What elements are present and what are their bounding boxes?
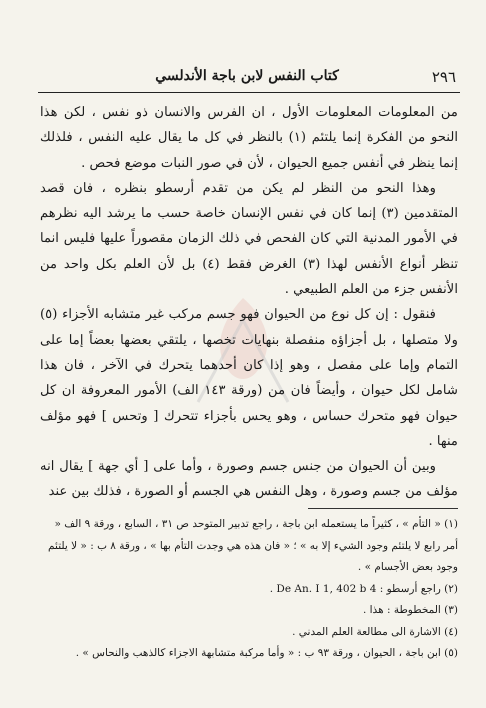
footnote: (١) « التأم » ، كثيراً ما يستعمله ابن باجة ، راجع تدبير المتوحد ص ٣١ ، السابع ، ورقة ٩ الف « أمر رابع لا يلتئم وجود الشيء إلا به » ؛ « فان هذه هي وجدت التأم بها » ، ورقة ٨ ب : « لا يلتئم وجود بعض الأجسام » .: [48, 518, 458, 573]
paragraph: وهذا النحو من النظر لم يكن من تقدم أرسطو بنظره ، فان قصد المتقدمين (٣) إنما كان في نفس الإنسان خاصة حسب ما يرشد اليه نظرهم في الأمور المدنية التي كان الفحص في ذلك الزمان مقصوراً عليها فليس انما تنظر أنواع الأنفس لهذا (٣) الغرض فقط (٤) بل لأن العلم بكل واحد من الأنفس جزء من العلم الطبيعي .: [40, 180, 458, 298]
main-text: [40, 100, 458, 505]
header-rule: [38, 92, 460, 93]
paragraph: فنقول : إن كل نوع من الحيوان فهو جسم مركب غير متشابه الأجزاء (٥) ولا متصلها ، بل أجزاؤه منفصلة بنهايات تخصها ، يلتقي بعضها بعضاً إما على التمام وإما على مفصل ، وهو إذا كان أحدهما يتحرك في الآخر ، فان هذا شامل لكل حيوان ، وأيضاً فان من (ورقة ١٤٣ الف) الأمور المعروفة ان كل حيوان فهو متحرك حساس ، وهو يحس بأجزاء تتحرك [ وتحس ] فهو مؤلف منها .: [40, 307, 458, 449]
page-number: ٢٩٦: [431, 68, 456, 86]
footnote: (٣) المخطوطة : هذا .: [362, 604, 458, 616]
paragraph: من المعلومات المعلومات الأول ، ان الفرس والانسان ذو نفس ، لكن هذا النحو من الفكرة إنما يلتئم (١) بالنظر في كل ما يقال عليه النفس ، فلذلك إنما ينظر في أنفس جميع الحيوان ، لأن في صور النبات موضع فحص .: [40, 105, 459, 171]
footnote: (٢) راجع أرسطو : De An. I 1, 402 b 4 .: [269, 582, 458, 595]
paragraph: وبين أن الحيوان من جنس جسم وصورة ، وأما على [ أي جهة ] يقال انه مؤلف من جسم وصورة ، وهل النفس هي الجسم أو الصورة ، فذلك بين عند: [40, 459, 458, 500]
footnote-rule: [308, 508, 458, 509]
page-header: [38, 68, 456, 90]
footnote: (٥) ابن باجة ، الحيوان ، ورقة ٩٣ ب : « وأما مركبة متشابهة الاجزاء كالذهب والنحاس » .: [75, 647, 458, 659]
running-title: كتاب النفس لابن باجة الأندلسي: [155, 68, 339, 84]
footnote: (٤) الاشارة الى مطالعة العلم المدني .: [292, 625, 458, 638]
footnotes: [40, 514, 458, 665]
